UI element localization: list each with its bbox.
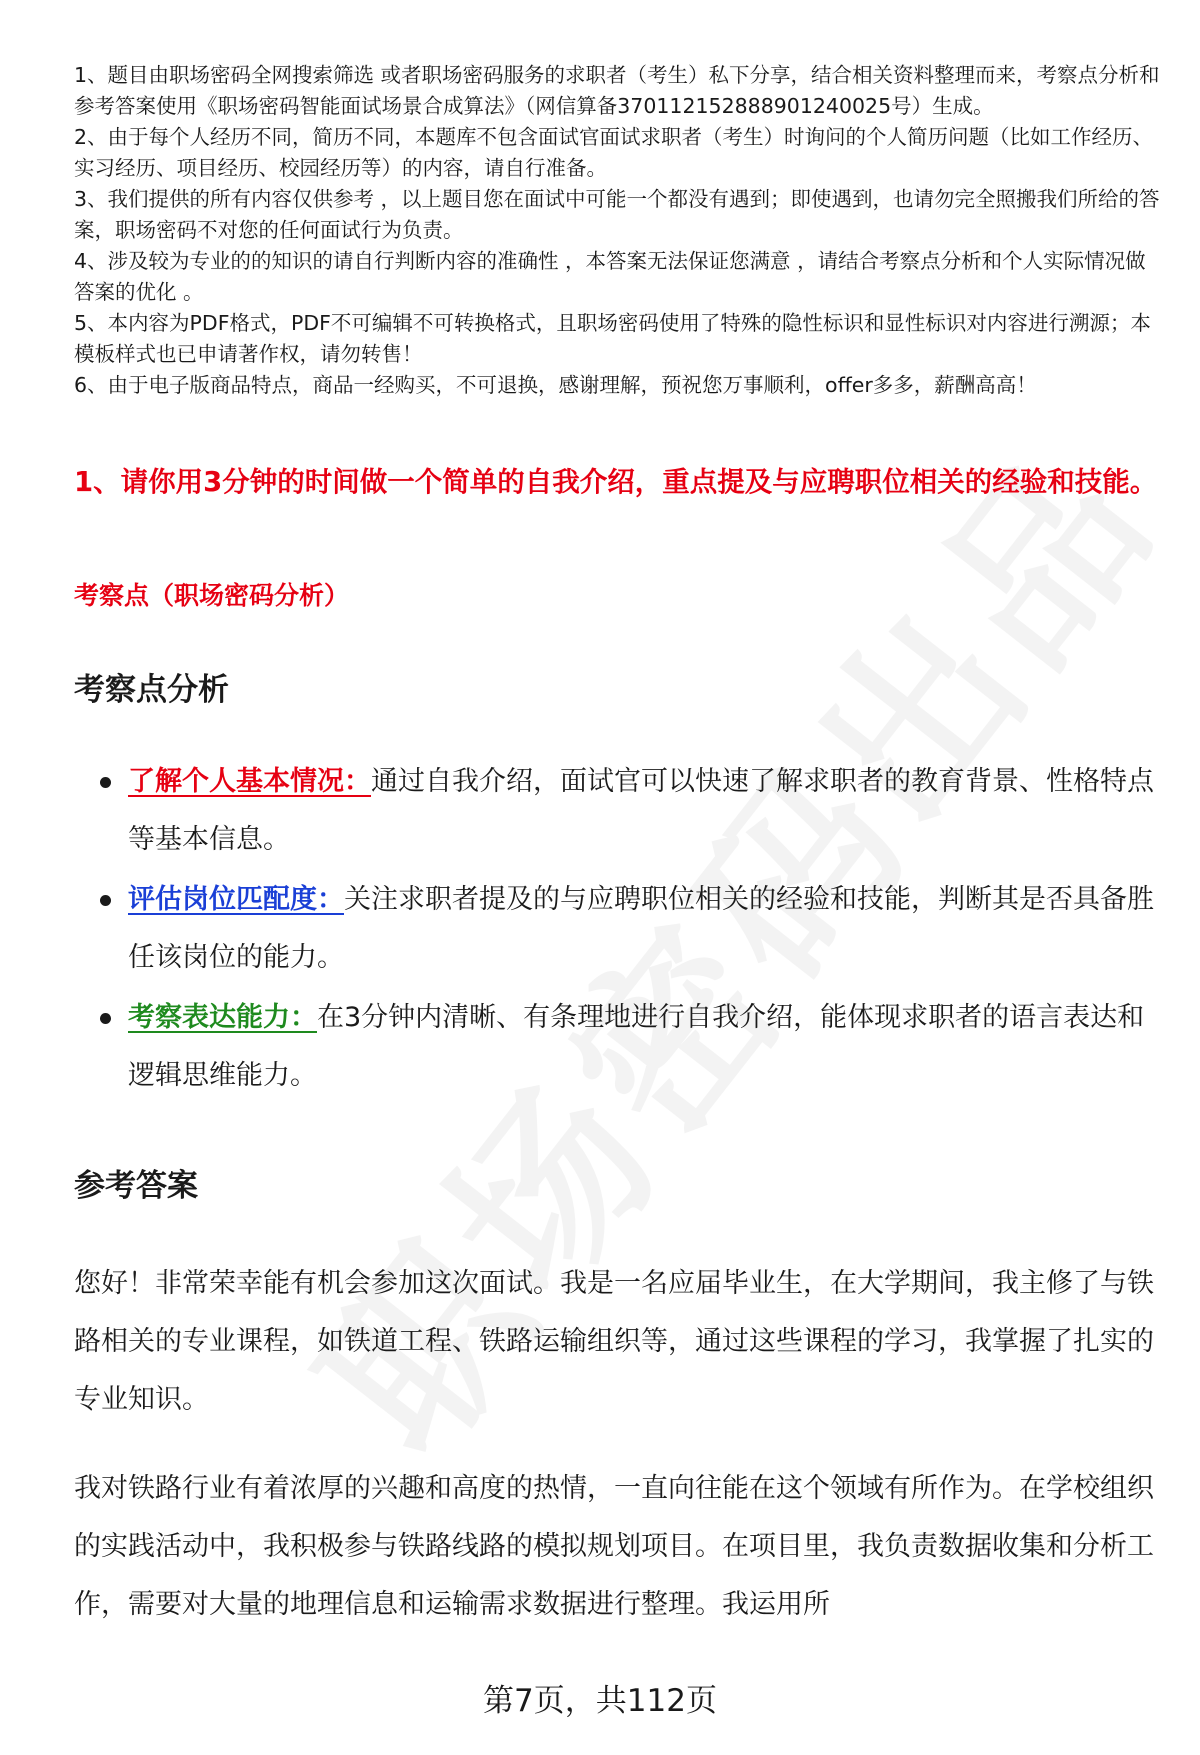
notice-line: 6、由于电子版商品特点，商品一经购买，不可退换，感谢理解，预祝您万事顺利，offer多多，薪酬高高！ (74, 373, 1037, 397)
analysis-text: 在3分钟内清晰、有条理地进行自我介绍，能体现求职者的语言表达和逻辑思维能力。 (128, 1002, 1145, 1091)
notice-line: 1、题目由职场密码全网搜索筛选 或者职场密码服务的求职者（考生）私下分享，结合相关资料整理而来，考察点分析和参考答案使用《职场密码智能面试场景合成算法》（网信算备370112152888901240025号）生成。 (74, 63, 1160, 118)
analysis-keyword: 考察表达能力： (128, 1002, 317, 1033)
notice-line: 4、涉及较为专业的的知识的请自行判断内容的准确性 ，本答案无法保证您满意 ，请结合考察点分析和个人实际情况做答案的优化 。 (74, 249, 1146, 304)
analysis-text: 关注求职者提及的与应聘职位相关的经验和技能，判断其是否具备胜任该岗位的能力。 (128, 884, 1154, 973)
list-item (74, 989, 1164, 1105)
notice-line: 2、由于每个人经历不同，简历不同，本题库不包含面试官面试求职者（考生）时询问的个人简历问题（比如工作经历、实习经历、项目经历、校园经历等）的内容，请自行准备。 (74, 125, 1154, 180)
bullet-icon (100, 895, 111, 906)
answer-paragraph: 我对铁路行业有着浓厚的兴趣和高度的热情，一直向往能在这个领域有所作为。在学校组织的实践活动中，我积极参与铁路线路的模拟规划项目。在项目里，我负责数据收集和分析工作，需要对大量的地理信息和运输需求数据进行整理。我运用所 (74, 1473, 1154, 1620)
bullet-icon (100, 1013, 111, 1024)
notice-line: 3、我们提供的所有内容仅供参考 ，以上题目您在面试中可能一个都没有遇到；即使遇到，也请勿完全照搬我们所给的答案，职场密码不对您的任何面试行为负责。 (74, 187, 1160, 242)
notice-line: 5、本内容为PDF格式，PDF不可编辑不可转换格式，且职场密码使用了特殊的隐性标识和显性标识对内容进行溯源；本模板样式也已申请著作权，请勿转售！ (74, 311, 1151, 366)
analysis-keyword: 评估岗位匹配度： (128, 884, 344, 915)
analysis-heading: 考察点分析 (74, 672, 229, 708)
question-title: 1、请你用3分钟的时间做一个简单的自我介绍，重点提及与应聘职位相关的经验和技能。 (74, 466, 1158, 498)
list-item (74, 753, 1164, 869)
answer-heading: 参考答案 (74, 1168, 198, 1204)
answer-paragraph: 您好！非常荣幸能有机会参加这次面试。我是一名应届毕业生，在大学期间，我主修了与铁路相关的专业课程，如铁道工程、铁路运输组织等，通过这些课程的学习，我掌握了扎实的专业知识。 (74, 1268, 1154, 1415)
analysis-text: 通过自我介绍，面试官可以快速了解求职者的教育背景、性格特点等基本信息。 (128, 766, 1154, 855)
list-item (74, 871, 1164, 987)
analysis-keyword: 了解个人基本情况： (128, 766, 371, 797)
analysis-list (74, 753, 1164, 1107)
page-number: 第7页，共112页 (483, 1683, 717, 1719)
bullet-icon (100, 777, 111, 788)
analysis-source-label: 考察点（职场密码分析） (74, 581, 350, 610)
notice-block (74, 60, 1160, 401)
